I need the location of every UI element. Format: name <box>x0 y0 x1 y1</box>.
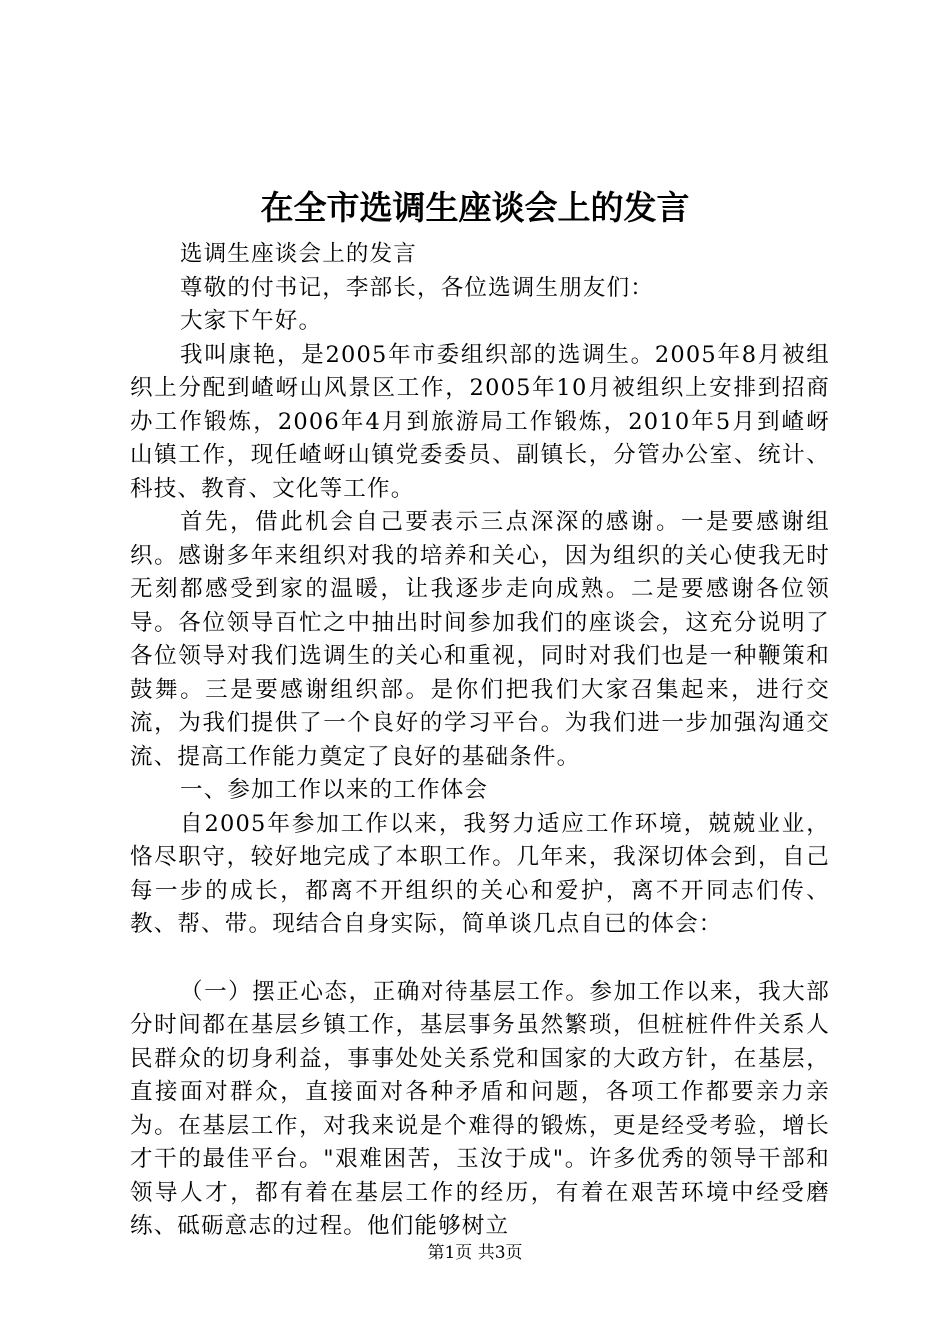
page-footer: 第1页 共3页 <box>427 1243 523 1263</box>
section-heading-1: 一、参加工作以来的工作体会 <box>180 777 489 803</box>
paragraph-introduction: 我叫康艳，是2005年市委组织部的选调生。2005年8月被组织上分配到嵖岈山风景区工作，2005年10月被组织上安排到招商办工作锻炼，2006年4月到旅游局工作锻炼，2010年5月到嵖岈山镇工作，现任嵖岈山镇党委委员、副镇长，分管办公室、统计、科技、教育、文化等工作。 <box>130 341 830 502</box>
paragraph-experience: 自2005年参加工作以来，我努力适应工作环境，兢兢业业，恪尽职守，较好地完成了本职工作。几年来，我深切体会到，自己每一步的成长，都离不开组织的关心和爱护，离不开同志们传、教、帮、带。现结合自身实际，简单谈几点自已的体会： <box>130 810 830 937</box>
paragraph-greeting: 大家下午好。 <box>180 308 323 334</box>
paragraph-salutation: 尊敬的付书记，李部长，各位选调生朋友们： <box>180 274 655 301</box>
paragraph-point-1: （一）摆正心态，正确对待基层工作。参加工作以来，我大部分时间都在基层乡镇工作，基层事务虽然繁琐，但桩桩件件关系人民群众的切身利益，事事处处关系党和国家的大政方针，在基层，直接面对群众，直接面对各种矛盾和问题，各项工作都要亲力亲为。在基层工作，对我来说是个难得的锻炼，更是经受考验，增长才干的最佳平台。"艰难困苦，玉汝于成"。许多优秀的领导干部和领导人才，都有着在基层工作的经历，有着在艰苦环境中经受磨练、砥砺意志的过程。他们能够树立 <box>130 978 830 1239</box>
paragraph-thanks: 首先，借此机会自己要表示三点深深的感谢。一是要感谢组织。感谢多年来组织对我的培养和关心，因为组织的关心使我无时无刻都感受到家的温暖，让我逐步走向成熟。二是要感谢各位领导。各位领导百忙之中抽出时间参加我们的座谈会，这充分说明了各位领导对我们选调生的关心和重视，同时对我们也是一种鞭策和鼓舞。三是要感谢组织部。是你们把我们大家召集起来，进行交流，为我们提供了一个良好的学习平台。为我们进一步加强沟通交流、提高工作能力奠定了良好的基础条件。 <box>130 509 830 770</box>
paragraph-heading-repeat: 选调生座谈会上的发言 <box>180 241 418 267</box>
page-title: 在全市选调生座谈会上的发言 <box>260 188 690 227</box>
document-body <box>130 238 830 1244</box>
paragraph-gap <box>130 942 830 976</box>
